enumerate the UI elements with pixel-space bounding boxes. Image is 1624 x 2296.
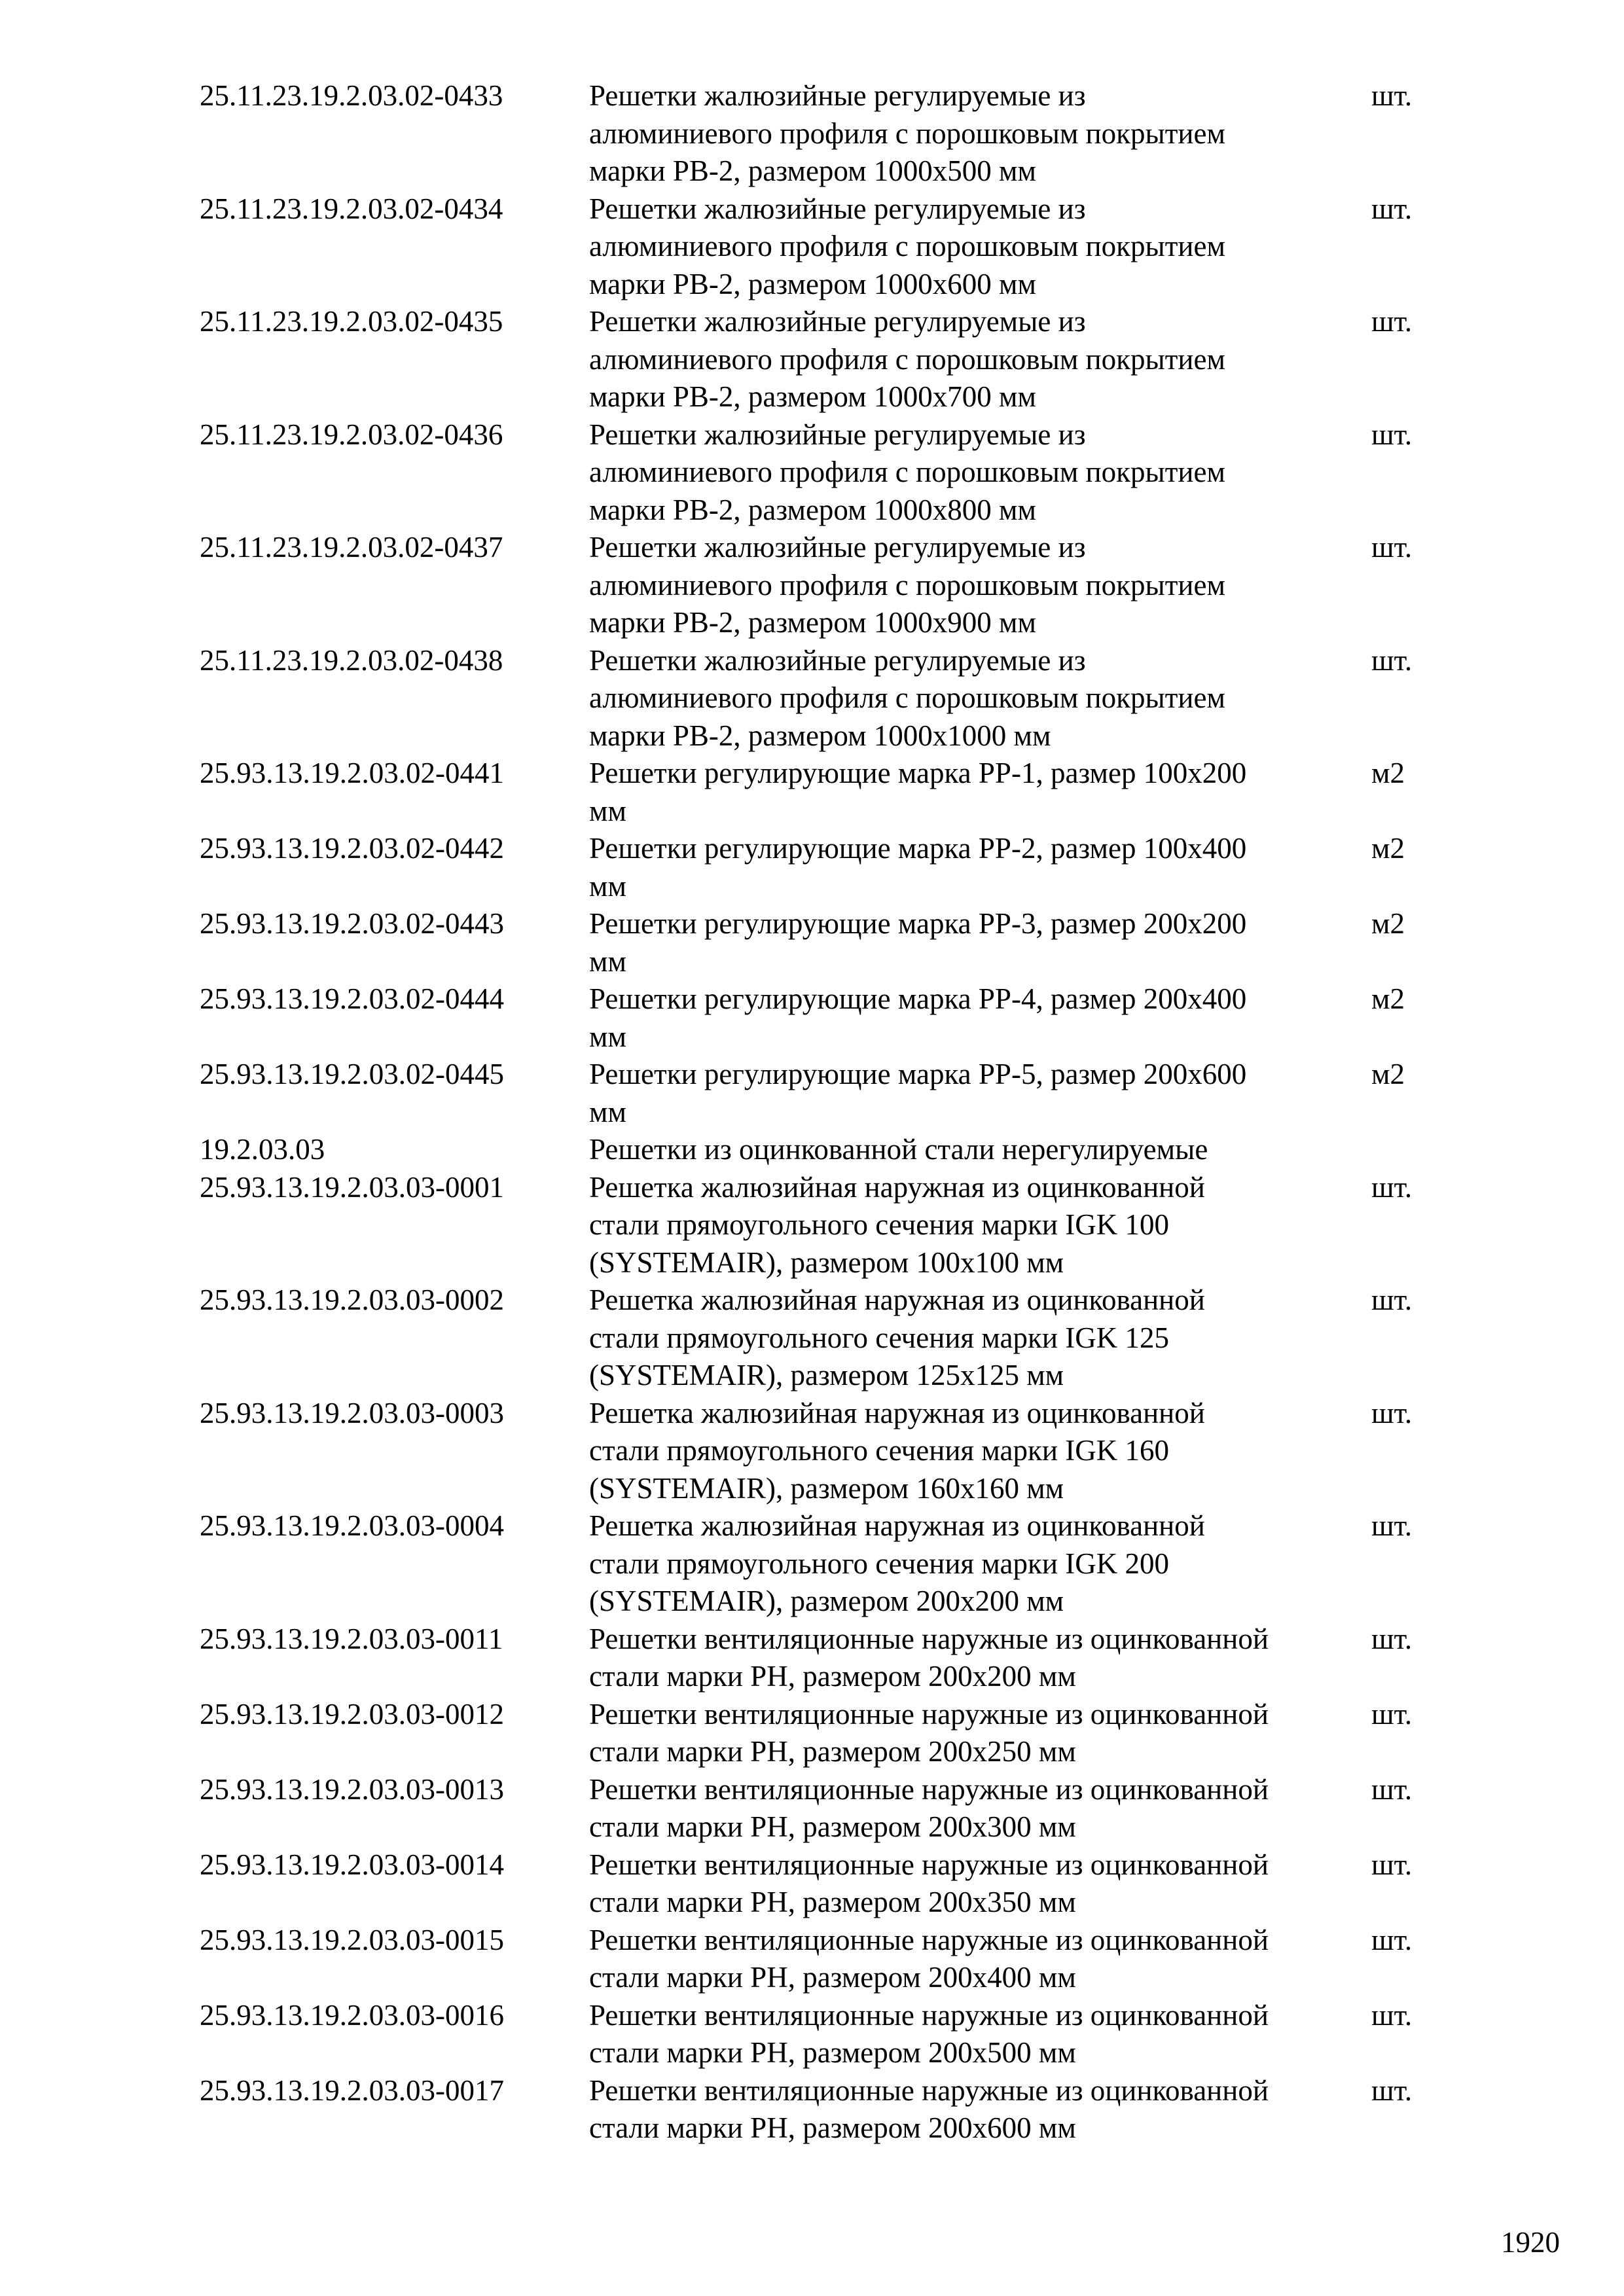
description-line: стали прямоугольного сечения марки IGK 125 xyxy=(589,1321,1169,1354)
description-line: алюминиевого профиля с порошковым покрытием xyxy=(589,342,1225,376)
description-line: Решетка жалюзийная наружная из оцинкованной xyxy=(589,1396,1205,1429)
description-line: марки РВ-2, размером 1000х900 мм xyxy=(589,606,1036,639)
description-line: Решетки вентиляционные наружные из оцинкованной xyxy=(589,1923,1269,1956)
unit-of-measure: шт. xyxy=(1371,1923,1413,1956)
item-description xyxy=(589,2072,1371,2147)
description-line: Решетки регулирующие марка РР-2, размер 100х400 xyxy=(589,832,1247,865)
table-row xyxy=(200,1056,1443,1131)
table-row xyxy=(200,1997,1443,2072)
unit-of-measure: м2 xyxy=(1371,907,1405,940)
price-table xyxy=(200,77,1443,2147)
item-description xyxy=(589,1771,1371,1846)
table-row xyxy=(200,1696,1443,1771)
description-line: марки РВ-2, размером 1000х800 мм xyxy=(589,493,1036,526)
item-code: 25.93.13.19.2.03.03-0017 xyxy=(200,2073,504,2107)
table-row xyxy=(200,416,1443,529)
item-code: 25.93.13.19.2.03.02-0442 xyxy=(200,832,504,865)
table-row xyxy=(200,905,1443,980)
unit-of-measure: шт. xyxy=(1371,1697,1413,1731)
item-code: 25.93.13.19.2.03.02-0441 xyxy=(200,757,504,789)
unit-of-measure: шт. xyxy=(1371,1848,1413,1881)
description-line: Решетки из оцинкованной стали нерегулируемые xyxy=(589,1133,1208,1166)
description-line: Решетки жалюзийные регулируемые из xyxy=(589,418,1086,451)
description-line: стали марки РН, размером 200х300 мм xyxy=(589,1810,1076,1843)
description-line: (SYSTEMAIR), размером 100х100 мм xyxy=(589,1246,1064,1279)
table-row xyxy=(200,980,1443,1056)
item-description xyxy=(589,642,1371,755)
item-description xyxy=(589,980,1371,1056)
item-code: 25.93.13.19.2.03.03-0004 xyxy=(200,1509,504,1542)
item-code: 25.93.13.19.2.03.03-0003 xyxy=(200,1396,504,1429)
description-line: (SYSTEMAIR), размером 200х200 мм xyxy=(589,1585,1064,1617)
unit-of-measure: м2 xyxy=(1371,982,1405,1015)
item-description xyxy=(589,755,1371,830)
description-line: марки РВ-2, размером 1000х500 мм xyxy=(589,154,1036,187)
table-row xyxy=(200,1922,1443,1997)
item-code: 25.11.23.19.2.03.02-0437 xyxy=(200,531,503,564)
item-description xyxy=(589,1056,1371,1131)
table-row xyxy=(200,2072,1443,2147)
description-line: (SYSTEMAIR), размером 160х160 мм xyxy=(589,1471,1064,1505)
description-line: алюминиевого профиля с порошковым покрытием xyxy=(589,117,1225,150)
description-line: алюминиевого профиля с порошковым покрытием xyxy=(589,568,1225,601)
description-line: Решетка жалюзийная наружная из оцинкованной xyxy=(589,1509,1205,1542)
unit-of-measure: шт. xyxy=(1371,305,1413,338)
unit-of-measure: м2 xyxy=(1371,1058,1405,1090)
description-line: мм xyxy=(589,1095,626,1128)
description-line: Решетки вентиляционные наружные из оцинкованной xyxy=(589,1998,1269,2032)
description-line: Решетки регулирующие марка РР-4, размер 200х400 xyxy=(589,982,1247,1015)
unit-of-measure: шт. xyxy=(1371,1772,1413,1806)
item-code: 25.11.23.19.2.03.02-0438 xyxy=(200,643,503,677)
item-code: 25.93.13.19.2.03.03-0011 xyxy=(200,1622,503,1655)
unit-of-measure: шт. xyxy=(1371,2073,1413,2107)
description-line: Решетки регулирующие марка РР-1, размер 100х200 xyxy=(589,757,1247,789)
item-code: 25.93.13.19.2.03.03-0012 xyxy=(200,1697,504,1731)
table-row xyxy=(200,1282,1443,1395)
item-description xyxy=(589,529,1371,642)
table-row xyxy=(200,1621,1443,1696)
item-description xyxy=(589,1621,1371,1696)
description-line: Решетки регулирующие марка РР-3, размер 200х200 xyxy=(589,907,1247,940)
item-description xyxy=(589,190,1371,304)
description-line: Решетки жалюзийные регулируемые из xyxy=(589,305,1086,338)
item-description xyxy=(589,1696,1371,1771)
item-code: 25.11.23.19.2.03.02-0436 xyxy=(200,418,503,451)
description-line: Решетки жалюзийные регулируемые из xyxy=(589,192,1086,225)
unit-of-measure: шт. xyxy=(1371,418,1413,451)
description-line: мм xyxy=(589,869,626,903)
table-row xyxy=(200,77,1443,190)
item-code: 25.93.13.19.2.03.03-0015 xyxy=(200,1923,504,1956)
description-line: Решетки вентиляционные наружные из оцинкованной xyxy=(589,1848,1269,1881)
table-row xyxy=(200,529,1443,642)
description-line: стали прямоугольного сечения марки IGK 200 xyxy=(589,1547,1169,1580)
description-line: стали марки РН, размером 200х350 мм xyxy=(589,1886,1076,1918)
description-line: стали марки РН, размером 200х250 мм xyxy=(589,1735,1076,1768)
description-line: алюминиевого профиля с порошковым покрытием xyxy=(589,230,1225,262)
item-code: 25.93.13.19.2.03.02-0445 xyxy=(200,1058,504,1090)
description-line: стали марки РН, размером 200х400 мм xyxy=(589,1961,1076,1994)
item-description xyxy=(589,303,1371,416)
item-description xyxy=(589,1507,1371,1621)
description-line: марки РВ-2, размером 1000х700 мм xyxy=(589,380,1036,413)
item-code: 19.2.03.03 xyxy=(200,1133,325,1166)
unit-of-measure: шт. xyxy=(1371,531,1413,564)
table-row xyxy=(200,1771,1443,1846)
description-line: Решетки вентиляционные наружные из оцинкованной xyxy=(589,1697,1269,1731)
unit-of-measure: шт. xyxy=(1371,1170,1413,1204)
item-description xyxy=(589,1846,1371,1922)
item-code: 25.93.13.19.2.03.03-0001 xyxy=(200,1170,504,1204)
unit-of-measure: м2 xyxy=(1371,757,1405,789)
unit-of-measure: м2 xyxy=(1371,832,1405,865)
description-line: Решетка жалюзийная наружная из оцинкованной xyxy=(589,1170,1205,1204)
description-line: (SYSTEMAIR), размером 125х125 мм xyxy=(589,1359,1064,1391)
item-code: 25.11.23.19.2.03.02-0433 xyxy=(200,79,503,112)
table-row xyxy=(200,303,1443,416)
unit-of-measure: шт. xyxy=(1371,192,1413,225)
description-line: марки РВ-2, размером 1000х1000 мм xyxy=(589,719,1051,752)
description-line: алюминиевого профиля с порошковым покрытием xyxy=(589,456,1225,488)
description-line: стали марки РН, размером 200х500 мм xyxy=(589,2036,1076,2069)
description-line: мм xyxy=(589,944,626,978)
table-row xyxy=(200,1395,1443,1508)
item-description xyxy=(589,1131,1371,1169)
description-line: Решетки жалюзийные регулируемые из xyxy=(589,531,1086,564)
item-code: 25.11.23.19.2.03.02-0435 xyxy=(200,305,503,338)
table-row xyxy=(200,190,1443,304)
item-code: 25.93.13.19.2.03.03-0016 xyxy=(200,1998,504,2032)
table-row xyxy=(200,830,1443,905)
description-line: стали марки РН, размером 200х600 мм xyxy=(589,2111,1076,2144)
unit-of-measure: шт. xyxy=(1371,1622,1413,1655)
item-description xyxy=(589,77,1371,190)
description-line: Решетки жалюзийные регулируемые из xyxy=(589,643,1086,677)
item-code: 25.11.23.19.2.03.02-0434 xyxy=(200,192,503,225)
table-row xyxy=(200,1846,1443,1922)
description-line: стали марки РН, размером 200х200 мм xyxy=(589,1660,1076,1693)
description-line: Решетки жалюзийные регулируемые из xyxy=(589,79,1086,112)
item-description xyxy=(589,1169,1371,1282)
description-line: алюминиевого профиля с порошковым покрытием xyxy=(589,681,1225,714)
unit-of-measure: шт. xyxy=(1371,1998,1413,2032)
item-code: 25.93.13.19.2.03.03-0002 xyxy=(200,1283,504,1316)
unit-of-measure: шт. xyxy=(1371,1283,1413,1316)
description-line: стали прямоугольного сечения марки IGK 100 xyxy=(589,1208,1169,1241)
table-row xyxy=(200,642,1443,755)
item-description xyxy=(589,830,1371,905)
unit-of-measure: шт. xyxy=(1371,1396,1413,1429)
description-line: мм xyxy=(589,1020,626,1053)
description-line: марки РВ-2, размером 1000х600 мм xyxy=(589,267,1036,300)
item-description xyxy=(589,905,1371,980)
item-code: 25.93.13.19.2.03.02-0443 xyxy=(200,907,504,940)
item-description xyxy=(589,1282,1371,1395)
item-description xyxy=(589,1997,1371,2072)
unit-of-measure: шт. xyxy=(1371,1509,1413,1542)
item-description xyxy=(589,1395,1371,1508)
item-description xyxy=(589,416,1371,529)
item-code: 25.93.13.19.2.03.02-0444 xyxy=(200,982,504,1015)
page-number: 1920 xyxy=(1501,2226,1560,2259)
description-line: Решетка жалюзийная наружная из оцинкованной xyxy=(589,1283,1205,1316)
table-row xyxy=(200,755,1443,830)
description-line: стали прямоугольного сечения марки IGK 160 xyxy=(589,1434,1169,1467)
description-line: мм xyxy=(589,794,626,827)
item-code: 25.93.13.19.2.03.03-0013 xyxy=(200,1772,504,1806)
item-description xyxy=(589,1922,1371,1997)
item-code: 25.93.13.19.2.03.03-0014 xyxy=(200,1848,504,1881)
description-line: Решетки вентиляционные наружные из оцинкованной xyxy=(589,2073,1269,2107)
description-line: Решетки регулирующие марка РР-5, размер 200х600 xyxy=(589,1058,1247,1090)
unit-of-measure: шт. xyxy=(1371,643,1413,677)
unit-of-measure: шт. xyxy=(1371,79,1413,112)
description-line: Решетки вентиляционные наружные из оцинкованной xyxy=(589,1772,1269,1806)
table-row xyxy=(200,1507,1443,1621)
table-row xyxy=(200,1131,1443,1169)
description-line: Решетки вентиляционные наружные из оцинкованной xyxy=(589,1622,1269,1655)
table-row xyxy=(200,1169,1443,1282)
